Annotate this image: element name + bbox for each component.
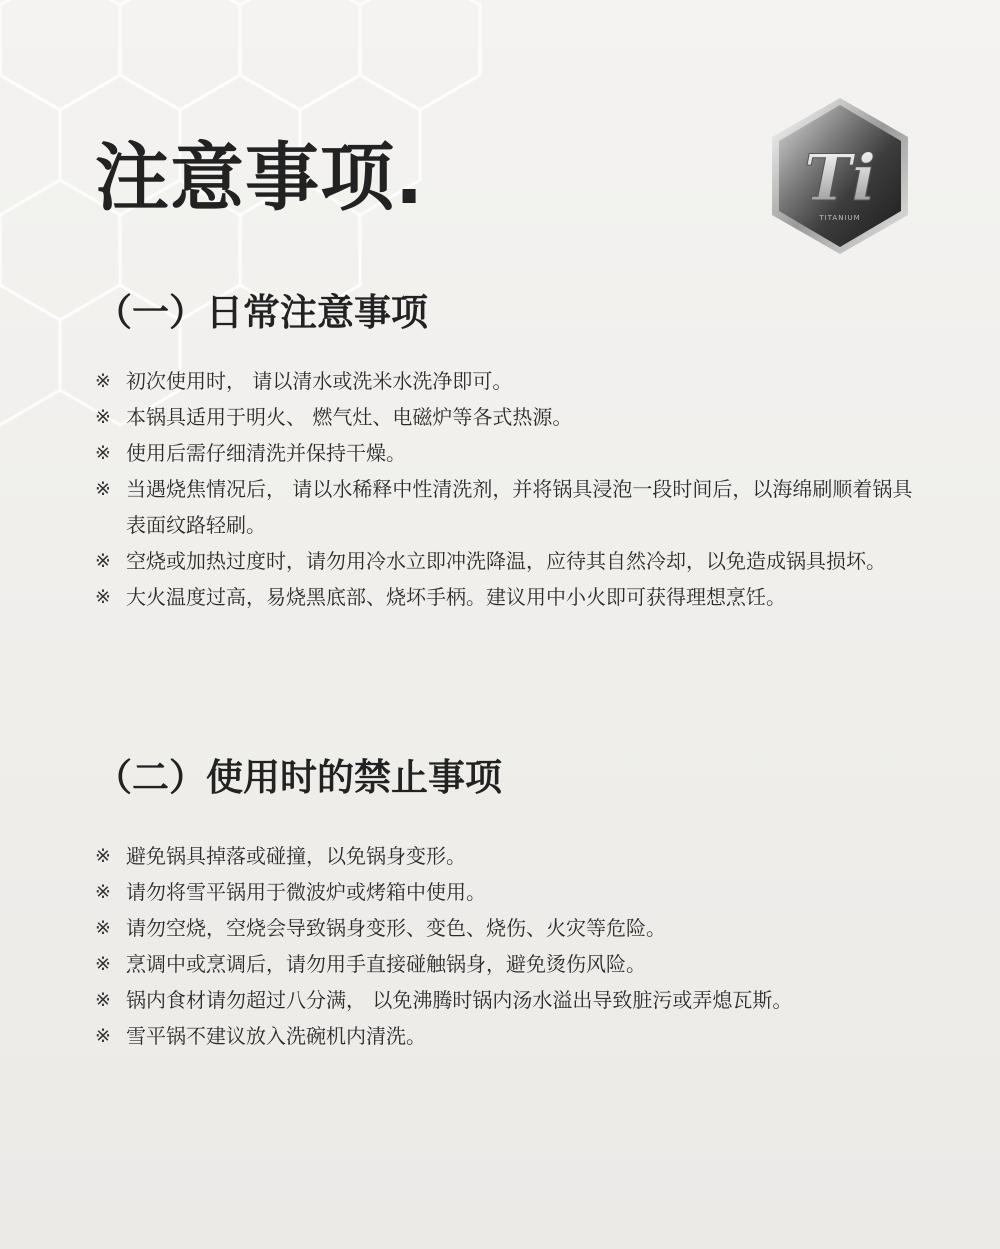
list-item [95,435,915,471]
titanium-ti-hexagon-icon [770,96,910,256]
logo-caption: TITANIUM [819,214,861,222]
prohibited-uses-list [95,838,915,1054]
list-item [95,982,915,1018]
note-text: 请勿将雪平锅用于微波炉或烤箱中使用。 [126,880,486,904]
list-item [95,399,915,435]
list-item [95,874,915,910]
section-heading-prohibited-uses: （二）使用时的禁止事项 [95,756,502,799]
reference-mark-icon: ※ [95,406,111,428]
reference-mark-icon: ※ [95,442,111,464]
logo-letters: Ti [804,141,876,216]
note-text: 避免锅具掉落或碰撞，以免锅身变形。 [126,844,466,868]
list-item [95,1018,915,1054]
note-text: 初次使用时， 请以清水或洗米水洗净即可。 [126,369,513,393]
note-text: 请勿空烧，空烧会导致锅身变形、变色、烧伤、火灾等危险。 [126,916,666,940]
list-item [95,838,915,874]
note-text: 烹调中或烹调后，请勿用手直接碰触锅身，避免烫伤风险。 [126,952,646,976]
list-item [95,363,915,399]
reference-mark-icon: ※ [95,917,111,939]
daily-notes-list [95,363,915,615]
list-item [95,471,915,543]
reference-mark-icon: ※ [95,478,111,500]
note-text: 空烧或加热过度时，请勿用冷水立即冲洗降温，应待其自然冷却，以免造成锅具损坏。 [126,549,886,573]
note-text: 雪平锅不建议放入洗碗机内清洗。 [126,1024,426,1048]
list-item [95,543,915,579]
section-heading-daily-notes: （一）日常注意事项 [95,291,428,334]
note-text: 本锅具适用于明火、 燃气灶、电磁炉等各式热源。 [126,405,573,429]
reference-mark-icon: ※ [95,1025,111,1047]
note-text: 使用后需仔细清洗并保持干燥。 [126,441,406,465]
list-item [95,910,915,946]
reference-mark-icon: ※ [95,953,111,975]
note-text: 锅内食材请勿超过八分满， 以免沸腾时锅内汤水溢出导致脏污或弄熄瓦斯。 [126,988,793,1012]
note-text: 当遇烧焦情况后， 请以水稀释中性清洗剂，并将锅具浸泡一段时间后，以海绵刷顺着锅具表面纹路轻刷。 [126,477,913,537]
list-item [95,579,915,615]
note-text: 大火温度过高，易烧黑底部、烧坏手柄。建议用中小火即可获得理想烹饪。 [126,585,786,609]
reference-mark-icon: ※ [95,370,111,392]
reference-mark-icon: ※ [95,550,111,572]
page-title: 注意事项. [95,135,425,221]
reference-mark-icon: ※ [95,845,111,867]
reference-mark-icon: ※ [95,989,111,1011]
list-item [95,946,915,982]
reference-mark-icon: ※ [95,881,111,903]
reference-mark-icon: ※ [95,586,111,608]
